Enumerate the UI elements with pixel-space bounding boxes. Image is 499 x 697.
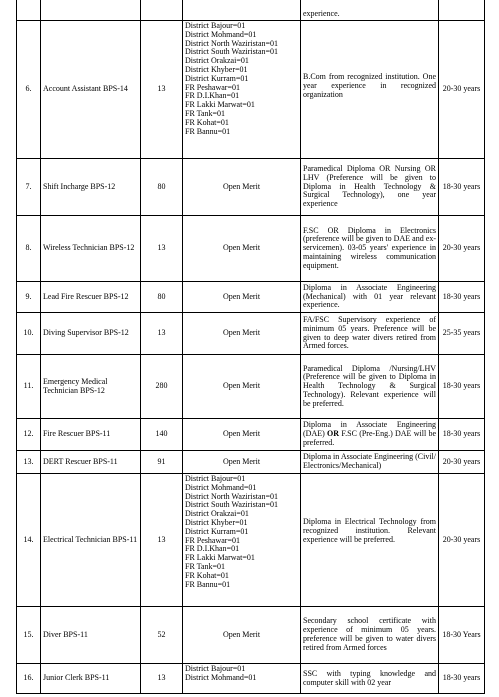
quota-line: District Mohmand=01 — [185, 482, 257, 492]
quota-cell: Open Merit — [183, 355, 301, 419]
age-limit-cell: 18-30 years — [439, 282, 485, 313]
quota-cell — [183, 474, 301, 607]
quota-line: FR Tank=01 — [185, 561, 226, 571]
posts-count-cell: 13 — [141, 474, 183, 607]
quota-line: District Kurram=01 — [185, 73, 249, 83]
quota-line: District South Waziristan=01 — [185, 500, 279, 510]
vacancy-table — [16, 0, 485, 694]
serial-number-cell: 12. — [17, 419, 41, 451]
quota-line: District North Waziristan=01 — [185, 491, 279, 501]
qualification-text: Diploma in Associate Engineering (DAE) — [303, 420, 436, 439]
post-name-cell: Shift Incharge BPS-12 — [41, 159, 141, 216]
age-limit-cell — [439, 0, 485, 21]
quota-line: District Kurram=01 — [185, 526, 249, 536]
posts-count-cell: 13 — [141, 664, 183, 694]
quota-line: District Bajour=01 — [185, 664, 246, 673]
post-name-cell: DERT Rescuer BPS-11 — [41, 451, 141, 474]
qualification-cell: FA/FSC Supervisory experience of minimum 05 years. Preference will be given to deep water divers retired from Armed forces. — [301, 313, 439, 355]
quota-line: FR Bannu=01 — [185, 579, 231, 589]
posts-count-cell: 80 — [141, 159, 183, 216]
quota-cell: Open Merit — [183, 313, 301, 355]
quota-line: District Khyber=01 — [185, 64, 248, 74]
quota-cell: Open Merit — [183, 159, 301, 216]
serial-number-cell: 8. — [17, 216, 41, 282]
post-name-cell: Lead Fire Rescuer BPS-12 — [41, 282, 141, 313]
qualification-or-text: OR — [327, 429, 340, 439]
post-name-cell: Emergency Medical Technician BPS-12 — [41, 355, 141, 419]
quota-line: FR Kohat=01 — [185, 570, 229, 580]
qualification-cell: B.Com from recognized institution. One year experience in recognized organization — [301, 21, 439, 159]
serial-number-cell: 6. — [17, 21, 41, 159]
qualification-cell: Diploma in Associate Engineering (Civil/ Electronics/Mechanical) — [301, 451, 439, 474]
post-name-cell: Junior Clerk BPS-11 — [41, 664, 141, 694]
quota-line: District South Waziristan=01 — [185, 47, 279, 57]
table-row — [17, 419, 485, 451]
posts-count-cell: 140 — [141, 419, 183, 451]
quota-line: FR Bannu=01 — [185, 126, 231, 136]
qualification-cell: SSC with typing knowledge and computer skill with 02 year — [301, 664, 439, 694]
age-limit-cell: 18-30 years — [439, 355, 485, 419]
table-row — [17, 355, 485, 419]
qualification-cell: experience. — [301, 0, 439, 21]
posts-count-cell: 13 — [141, 21, 183, 159]
posts-count-cell: 13 — [141, 216, 183, 282]
post-name-cell: Fire Rescuer BPS-11 — [41, 419, 141, 451]
quota-line: FR Peshawar=01 — [185, 535, 240, 545]
quota-line: District Bajour=01 — [185, 474, 246, 483]
quota-cell — [183, 0, 301, 21]
qualification-text: F.SC (Pre-Eng.) DAE will be preferred. — [303, 429, 436, 447]
serial-number-cell: 15. — [17, 607, 41, 664]
quota-line: District Mohmand=01 — [185, 672, 257, 682]
qualification-cell: Diploma in Associate Engineering (Mechanical) with 01 year relevant experience. — [301, 282, 439, 313]
quota-line: District North Waziristan=01 — [185, 38, 279, 48]
posts-count-cell: 52 — [141, 607, 183, 664]
posts-count-cell — [141, 0, 183, 21]
quota-cell: Open Merit — [183, 216, 301, 282]
age-limit-cell: 20-30 years — [439, 21, 485, 159]
quota-line: FR Lakki Marwat=01 — [185, 553, 255, 563]
quota-cell — [183, 21, 301, 159]
table-row — [17, 282, 485, 313]
posts-count-cell: 280 — [141, 355, 183, 419]
table-row — [17, 607, 485, 664]
age-limit-cell: 20-30 years — [439, 216, 485, 282]
quota-cell: Open Merit — [183, 419, 301, 451]
post-name-cell: Account Assistant BPS-14 — [41, 21, 141, 159]
quota-line: District Khyber=01 — [185, 517, 248, 527]
posts-count-cell: 91 — [141, 451, 183, 474]
quota-line: FR D.I.Khan=01 — [185, 91, 240, 101]
qualification-cell: Paramedical Diploma OR Nursing OR LHV (Preference will be given to Diploma in Health Technology & Surgical Technology), one year experience — [301, 159, 439, 216]
age-limit-cell: 18-30 years — [439, 664, 485, 694]
age-limit-cell: 25-35 years — [439, 313, 485, 355]
posts-count-cell: 13 — [141, 313, 183, 355]
quota-line: FR Lakki Marwat=01 — [185, 100, 255, 110]
table-row — [17, 474, 485, 607]
post-name-cell: Electrical Technician BPS-11 — [41, 474, 141, 607]
table-row — [17, 159, 485, 216]
post-name-cell: Diver BPS-11 — [41, 607, 141, 664]
serial-number-cell — [17, 0, 41, 21]
qualification-cell: Secondary school certificate with experience of minimum 05 years. preference will be given to water divers retired from Armed forces — [301, 607, 439, 664]
age-limit-cell: 20-30 years — [439, 451, 485, 474]
table-row — [17, 313, 485, 355]
serial-number-cell: 16. — [17, 664, 41, 694]
quota-cell — [183, 664, 301, 694]
serial-number-cell: 9. — [17, 282, 41, 313]
post-name-cell: Diving Supervisor BPS-12 — [41, 313, 141, 355]
posts-count-cell: 80 — [141, 282, 183, 313]
quota-line: District Bajour=01 — [185, 21, 246, 30]
qualification-cell: Diploma in Electrical Technology from recognized institution. Relevant experience will be preferred. — [301, 474, 439, 607]
table-row — [17, 664, 485, 694]
age-limit-cell: 18-30 years — [439, 419, 485, 451]
quota-cell: Open Merit — [183, 607, 301, 664]
table-row — [17, 0, 485, 21]
serial-number-cell: 11. — [17, 355, 41, 419]
table-row — [17, 451, 485, 474]
quota-cell: Open Merit — [183, 282, 301, 313]
quota-line: FR Peshawar=01 — [185, 82, 240, 92]
post-name-cell — [41, 0, 141, 21]
quota-line: District Orakzai=01 — [185, 509, 249, 519]
serial-number-cell: 14. — [17, 474, 41, 607]
serial-number-cell: 7. — [17, 159, 41, 216]
qualification-cell: F.SC OR Diploma in Electronics (preference will be given to DAE and ex-servicemen). 03-05 years' experience in maintaining wireless communication equipment. — [301, 216, 439, 282]
age-limit-cell: 20-30 years — [439, 474, 485, 607]
table-row — [17, 21, 485, 159]
quota-line: FR D.I.Khan=01 — [185, 544, 240, 554]
quota-line: FR Kohat=01 — [185, 117, 229, 127]
post-name-cell: Wireless Technician BPS-12 — [41, 216, 141, 282]
quota-line: District Orakzai=01 — [185, 56, 249, 66]
qualification-cell: Paramedical Diploma /Nursing/LHV (Preference will be given to Diploma in Health Technology & Surgical Technology). Relevant experience will be preferred. — [301, 355, 439, 419]
serial-number-cell: 13. — [17, 451, 41, 474]
qualification-cell — [301, 419, 439, 451]
quota-line: FR Tank=01 — [185, 108, 226, 118]
age-limit-cell: 18-30 Years — [439, 607, 485, 664]
serial-number-cell: 10. — [17, 313, 41, 355]
age-limit-cell: 18-30 years — [439, 159, 485, 216]
quota-cell: Open Merit — [183, 451, 301, 474]
table-row — [17, 216, 485, 282]
quota-line: District Mohmand=01 — [185, 29, 257, 39]
